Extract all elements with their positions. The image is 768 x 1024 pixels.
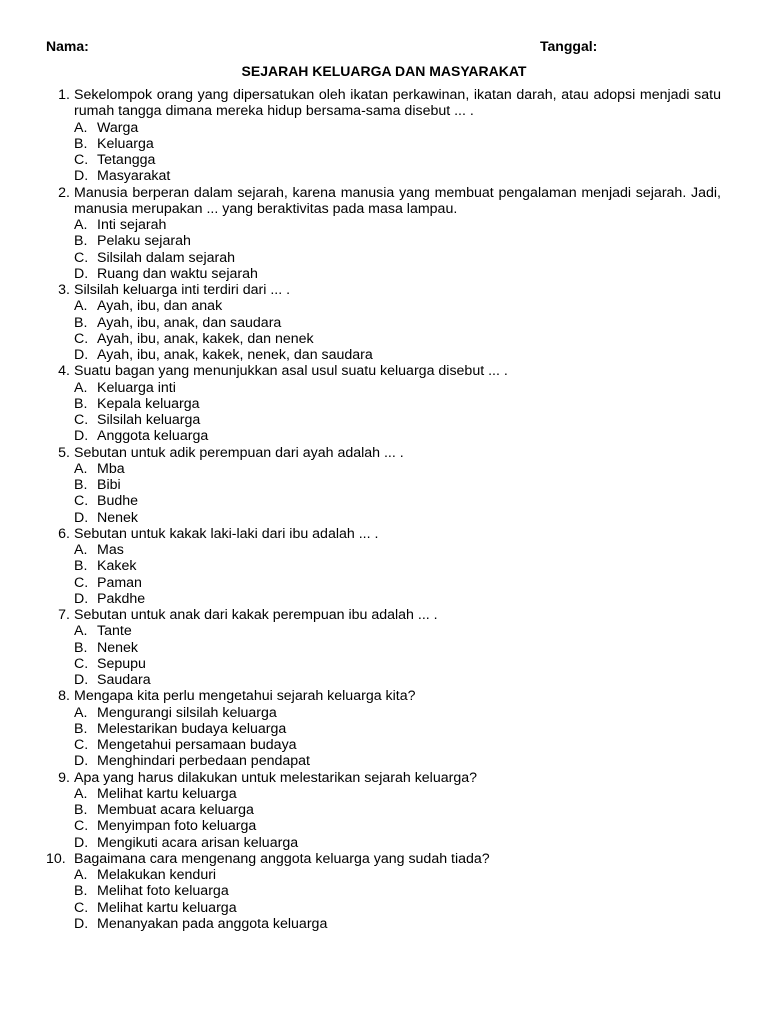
answer-option [74, 152, 721, 168]
option-letter: A. [74, 460, 88, 477]
question-item [46, 185, 721, 283]
option-text: Mengikuti acara arisan keluarga [97, 834, 299, 851]
option-text: Kakek [97, 558, 137, 575]
question-text: Bagaimana cara mengenang anggota keluarga yang sudah tiada? [74, 850, 490, 867]
answer-option [74, 168, 721, 184]
question-text: Silsilah keluarga inti terdiri dari ... . [74, 282, 291, 298]
answer-option [74, 900, 721, 916]
option-letter: B. [74, 135, 88, 152]
question-number: 6. [58, 525, 70, 542]
option-text: Anggota keluarga [97, 428, 209, 445]
option-text: Ayah, ibu, anak, kakek, dan nenek [97, 330, 314, 347]
question-list [46, 87, 721, 932]
question-number: 3. [58, 282, 70, 298]
answer-option [74, 412, 721, 428]
question-item [46, 282, 721, 363]
question-item [46, 526, 721, 607]
answer-option [74, 737, 721, 753]
question-text: Mengapa kita perlu mengetahui sejarah keluarga kita? [74, 688, 416, 705]
option-text: Paman [97, 574, 142, 591]
option-list [74, 120, 721, 185]
question-text: Manusia berperan dalam sejarah, karena manusia yang membuat pengalaman menjadi sejarah. Jadi, manusia merupakan ... yang beraktivitas pada masa lampau. [74, 184, 721, 217]
answer-option [74, 916, 721, 932]
option-text: Melihat kartu keluarga [97, 899, 237, 916]
option-list [74, 867, 721, 932]
answer-option [74, 347, 721, 363]
question-text: Sebutan untuk anak dari kakak perempuan ibu adalah ... . [74, 607, 438, 623]
answer-option [74, 396, 721, 412]
option-text: Melestarikan budaya keluarga [97, 720, 287, 737]
option-letter: B. [74, 477, 88, 493]
option-text: Mengetahui persamaan budaya [97, 737, 297, 753]
option-letter: A. [74, 542, 88, 558]
option-letter: A. [74, 867, 88, 883]
option-letter: D. [74, 834, 89, 851]
answer-option [74, 233, 721, 249]
option-text: Ayah, ibu, anak, dan saudara [97, 314, 282, 331]
question-number: 8. [58, 688, 70, 705]
question-number: 10. [46, 850, 66, 867]
option-text: Ruang dan waktu sejarah [97, 265, 258, 282]
option-text: Ayah, ibu, anak, kakek, nenek, dan saudara [97, 347, 373, 363]
question-item [46, 770, 721, 851]
option-text: Budhe [97, 493, 139, 510]
answer-option [74, 802, 721, 818]
option-letter: C. [74, 152, 89, 168]
option-text: Membuat acara keluarga [97, 802, 254, 818]
question-text: Sebutan untuk adik perempuan dari ayah adalah ... . [74, 444, 404, 461]
option-letter: A. [74, 298, 88, 315]
answer-option [74, 867, 721, 883]
answer-option [74, 542, 721, 558]
question-item [46, 851, 721, 932]
answer-option [74, 331, 721, 347]
option-text: Inti sejarah [97, 217, 167, 233]
option-letter: D. [74, 347, 89, 363]
option-text: Pelaku sejarah [97, 233, 191, 250]
question-item [46, 688, 721, 769]
question-number: 1. [58, 87, 70, 103]
worksheet-title: SEJARAH KELUARGA DAN MASYARAKAT [241, 63, 527, 79]
option-letter: B. [74, 233, 88, 250]
option-text: Melakukan kenduri [97, 867, 217, 883]
option-text: Pakdhe [97, 590, 146, 607]
option-letter: C. [74, 818, 89, 835]
question-item [46, 363, 721, 444]
option-text: Mengurangi silsilah keluarga [97, 704, 277, 721]
option-letter: D. [74, 590, 89, 607]
option-text: Tetangga [97, 152, 156, 168]
question-number: 5. [58, 444, 70, 461]
option-list [74, 298, 721, 363]
option-letter: C. [74, 574, 89, 591]
option-letter: A. [74, 217, 88, 233]
option-letter: A. [74, 379, 88, 396]
option-letter: D. [74, 753, 89, 770]
question-item [46, 445, 721, 526]
option-letter: B. [74, 802, 88, 818]
question-text: Suatu bagan yang menunjukkan asal usul suatu keluarga disebut ... . [74, 363, 508, 380]
option-text: Mas [97, 542, 124, 558]
answer-option [74, 380, 721, 396]
option-letter: C. [74, 655, 89, 672]
option-letter: C. [74, 330, 89, 347]
option-text: Sepupu [97, 655, 146, 672]
option-letter: D. [74, 168, 89, 185]
option-list [74, 542, 721, 607]
answer-option [74, 883, 721, 899]
option-text: Ayah, ibu, dan anak [97, 298, 223, 315]
option-text: Keluarga inti [97, 379, 176, 396]
option-text: Silsilah dalam sejarah [97, 249, 236, 266]
option-letter: B. [74, 639, 88, 656]
answer-option [74, 461, 721, 477]
option-text: Nenek [97, 509, 139, 526]
answer-option [74, 591, 721, 607]
option-letter: C. [74, 249, 89, 266]
option-letter: A. [74, 119, 88, 136]
option-letter: B. [74, 883, 88, 900]
option-text: Nenek [97, 639, 139, 656]
option-list [74, 461, 721, 526]
option-text: Warga [97, 119, 139, 136]
option-letter: C. [74, 899, 89, 916]
answer-option [74, 835, 721, 851]
answer-option [74, 558, 721, 574]
option-text: Kepala keluarga [97, 395, 200, 412]
option-letter: D. [74, 428, 89, 445]
answer-option [74, 315, 721, 331]
option-letter: C. [74, 493, 89, 510]
option-letter: C. [74, 412, 89, 428]
option-letter: A. [74, 704, 88, 721]
option-text: Mba [97, 460, 125, 477]
question-number: 9. [58, 769, 70, 786]
option-letter: B. [74, 558, 88, 575]
option-text: Melihat kartu keluarga [97, 785, 237, 802]
option-list [74, 217, 721, 282]
option-letter: B. [74, 395, 88, 412]
question-number: 4. [58, 363, 70, 380]
answer-option [74, 510, 721, 526]
question-number: 2. [58, 184, 70, 201]
answer-option [74, 136, 721, 152]
date-label: Tanggal: [540, 38, 598, 54]
question-number: 7. [58, 607, 70, 623]
answer-option [74, 493, 721, 509]
answer-option [74, 786, 721, 802]
option-letter: A. [74, 785, 88, 802]
option-letter: C. [74, 737, 89, 753]
answer-option [74, 753, 721, 769]
option-text: Menghindari perbedaan pendapat [97, 753, 310, 770]
answer-option [74, 250, 721, 266]
answer-option [74, 705, 721, 721]
answer-option [74, 428, 721, 444]
answer-option [74, 656, 721, 672]
option-letter: D. [74, 672, 89, 688]
question-text: Sekelompok orang yang dipersatukan oleh ikatan perkawinan, ikatan darah, atau adopsi menjadi satu rumah tangga dimana mereka hidup bersama-sama disebut ... . [74, 87, 721, 120]
question-text: Apa yang harus dilakukan untuk melestarikan sejarah keluarga? [74, 769, 478, 786]
option-letter: D. [74, 509, 89, 526]
option-text: Keluarga [97, 135, 154, 152]
answer-option [74, 120, 721, 136]
option-text: Masyarakat [97, 168, 171, 185]
option-list [74, 380, 721, 445]
option-letter: B. [74, 720, 88, 737]
question-text: Sebutan untuk kakak laki-laki dari ibu adalah ... . [74, 525, 379, 542]
answer-option [74, 477, 721, 493]
answer-option [74, 575, 721, 591]
option-text: Silsilah keluarga [97, 412, 201, 428]
name-label: Nama: [46, 38, 89, 54]
option-letter: B. [74, 314, 88, 331]
option-text: Melihat foto keluarga [97, 883, 229, 900]
option-list [74, 623, 721, 688]
option-list [74, 705, 721, 770]
answer-option [74, 721, 721, 737]
option-list [74, 786, 721, 851]
answer-option [74, 266, 721, 282]
answer-option [74, 217, 721, 233]
option-text: Saudara [97, 672, 151, 688]
option-text: Bibi [97, 477, 121, 493]
option-letter: A. [74, 623, 88, 640]
option-text: Tante [97, 623, 132, 640]
option-text: Menyimpan foto keluarga [97, 818, 257, 835]
question-item [46, 87, 721, 185]
answer-option [74, 298, 721, 314]
option-letter: D. [74, 915, 89, 932]
question-item [46, 607, 721, 688]
answer-option [74, 818, 721, 834]
option-text: Menanyakan pada anggota keluarga [97, 915, 328, 932]
option-letter: D. [74, 265, 89, 282]
answer-option [74, 672, 721, 688]
answer-option [74, 623, 721, 639]
answer-option [74, 640, 721, 656]
